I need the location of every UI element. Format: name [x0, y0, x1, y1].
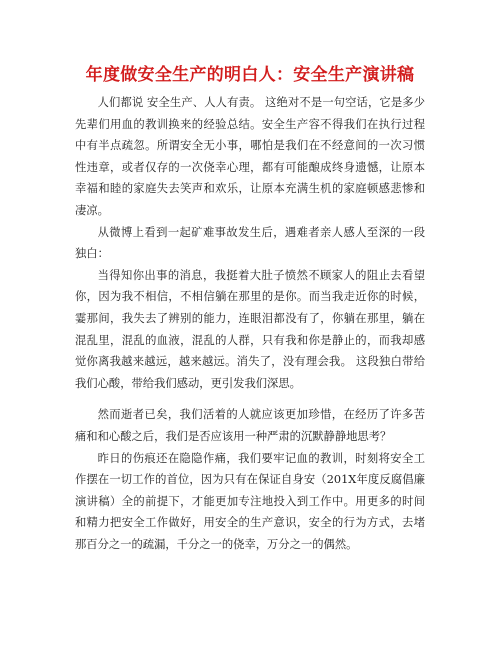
paragraph-1: 人们都说 安全生产、人人有责。 这绝对不是一句空话，它是多少先辈们用血的教训换来的经验总结。安全生产容不得我们在执行过程中有半点疏忽。所谓安全无小事，哪怕是我们在不经意间的一次习惯性违章，或者仅存的一次侥幸心理，都有可能酿成终身遗憾，让原本幸福和睦的家庭失去笑声和欢乐，让原本充满生机的家庭顿感悲惨和凄凉。	[75, 96, 425, 217]
paragraph-3: 当得知你出事的消息，我挺着大肚子愤然不顾家人的阻止去看望你，因为我不相信，不相信躺在那里的是你。而当我走近你的时候，霎那间，我失去了辨别的能力，连眼泪都没有了，你躺在那里，躺在混乱里，混乱的血液，混乱的人群，只有我和你是静止的，而我却感觉你离我越来越远，越来越远。消失了，没有理会我。 这段独白带给我们心酸，带给我们感动，更引发我们深思。	[75, 268, 425, 390]
paragraph-4: 然而逝者已矣，我们活着的人就应该更加珍惜，在经历了许多苦痛和和心酸之后，我们是否应该用一种严肃的沉默静静地思考？	[75, 408, 425, 443]
paragraph-2: 从微博上看到一起矿难事故发生后，遇难者亲人感人至深的一段独白：	[75, 225, 425, 261]
paragraph-5: 昨日的伤痕还在隐隐作痛，我们要牢记血的教训，时刻将安全工作摆在一切工作的首位，因为只有在保证自身安（201X年度反腐倡廉演讲稿）全的前提下，才能更加专注地投入到工作中。用更多的时间和精力把安全工作做好，用安全的生产意识，安全的行为方式，去堵那百分之一的疏漏，千分之一的侥幸，万分之一的偶然。	[75, 451, 425, 551]
document-title: 年度做安全生产的明白人：安全生产演讲稿	[85, 65, 415, 85]
document-body	[75, 92, 425, 555]
